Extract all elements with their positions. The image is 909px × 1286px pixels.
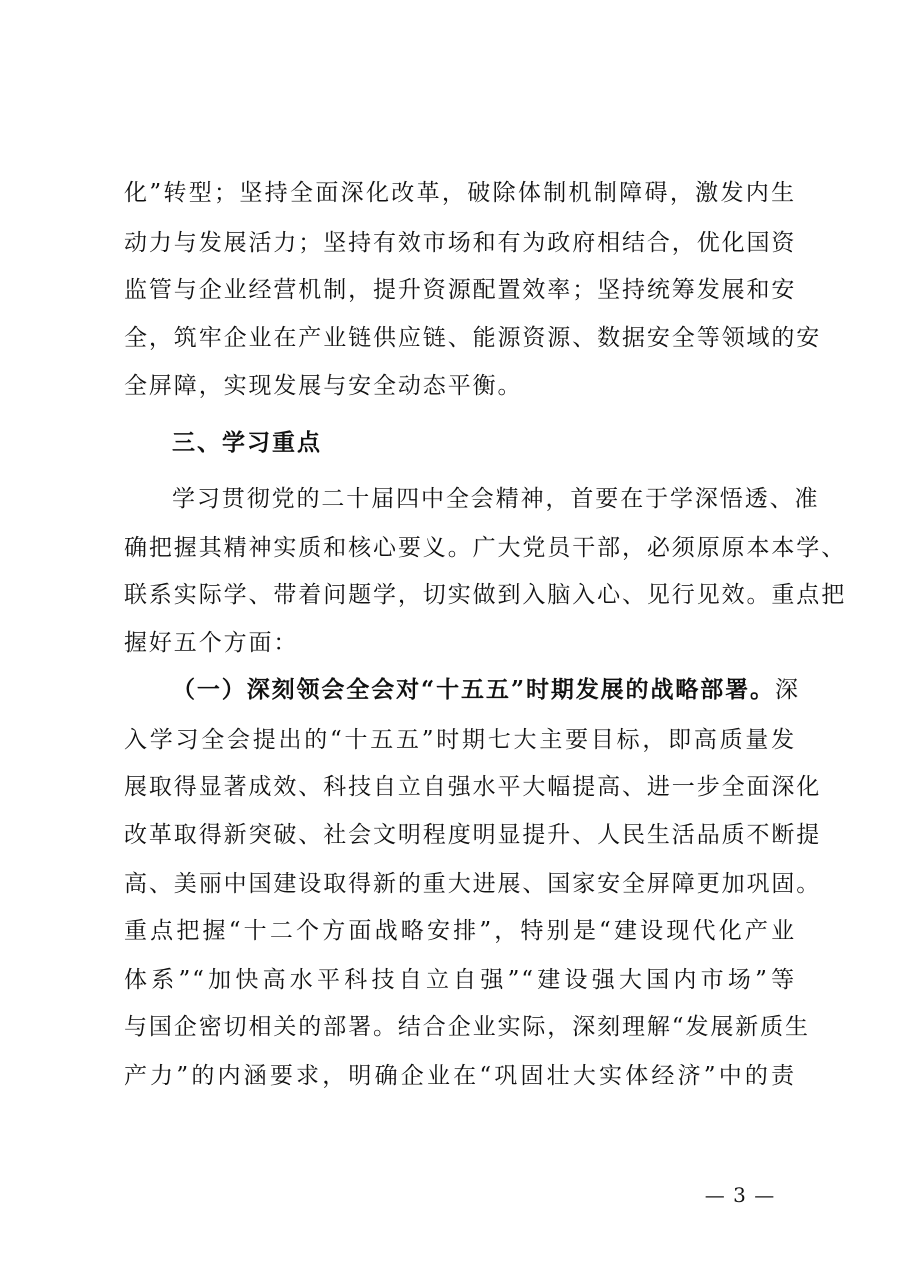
paragraph-line: 重点把握“十二个方面战略安排”，特别是“建设现代化产业 xyxy=(124,918,796,944)
paragraph-line: 高、美丽中国建设取得新的重大进展、国家安全屏障更加巩固。 xyxy=(124,871,822,897)
subheading-line xyxy=(172,675,800,705)
paragraph-line: 入学习全会提出的“十五五”时期七大主要目标，即高质量发 xyxy=(124,727,796,753)
paragraph-line: 联系实际学、带着问题学，切实做到入脑入心、见行见效。重点把 xyxy=(124,582,847,608)
paragraph-line: 化”转型；坚持全面深化改革，破除体制机制障碍，激发内生 xyxy=(124,180,796,206)
page-number: — 3 — xyxy=(704,1183,776,1207)
paragraph-line: 学习贯彻党的二十届四中全会精神，首要在于学深悟透、准 xyxy=(172,486,820,512)
paragraph-line: 展取得显著成效、科技自立自强水平大幅提高、进一步全面深化 xyxy=(124,774,822,800)
paragraph-line: 体系”“加快高水平科技自立自强”“建设强大国内市场”等 xyxy=(124,967,796,993)
paragraph-line: 监管与企业经营机制，提升资源配置效率；坚持统筹发展和安 xyxy=(124,277,797,303)
subheading-bold-lead: （一）深刻领会全会对“十五五”时期发展的战略部署。 xyxy=(172,676,775,703)
paragraph-line: 与国企密切相关的部署。结合企业实际，深刻理解“发展新质生 xyxy=(124,1014,810,1040)
paragraph-line: 全屏障，实现发展与安全动态平衡。 xyxy=(124,373,523,399)
paragraph-line: 全，筑牢企业在产业链供应链、能源资源、数据安全等领域的安 xyxy=(124,325,822,351)
paragraph-line: 改革取得新突破、社会文明程度明显提升、人民生活品质不断提 xyxy=(124,822,822,848)
section-heading: 三、学习重点 xyxy=(172,430,322,456)
paragraph-line: 动力与发展活力；坚持有效市场和有为政府相结合，优化国资 xyxy=(124,230,797,256)
paragraph-line: 产力”的内涵要求，明确企业在“巩固壮大实体经济”中的责 xyxy=(124,1063,796,1089)
paragraph-line: 确把握其精神实质和核心要义。广大党员干部，必须原原本本学、 xyxy=(124,535,847,561)
subheading-rest: 深 xyxy=(774,677,800,703)
paragraph-line: 握好五个方面： xyxy=(124,630,299,656)
